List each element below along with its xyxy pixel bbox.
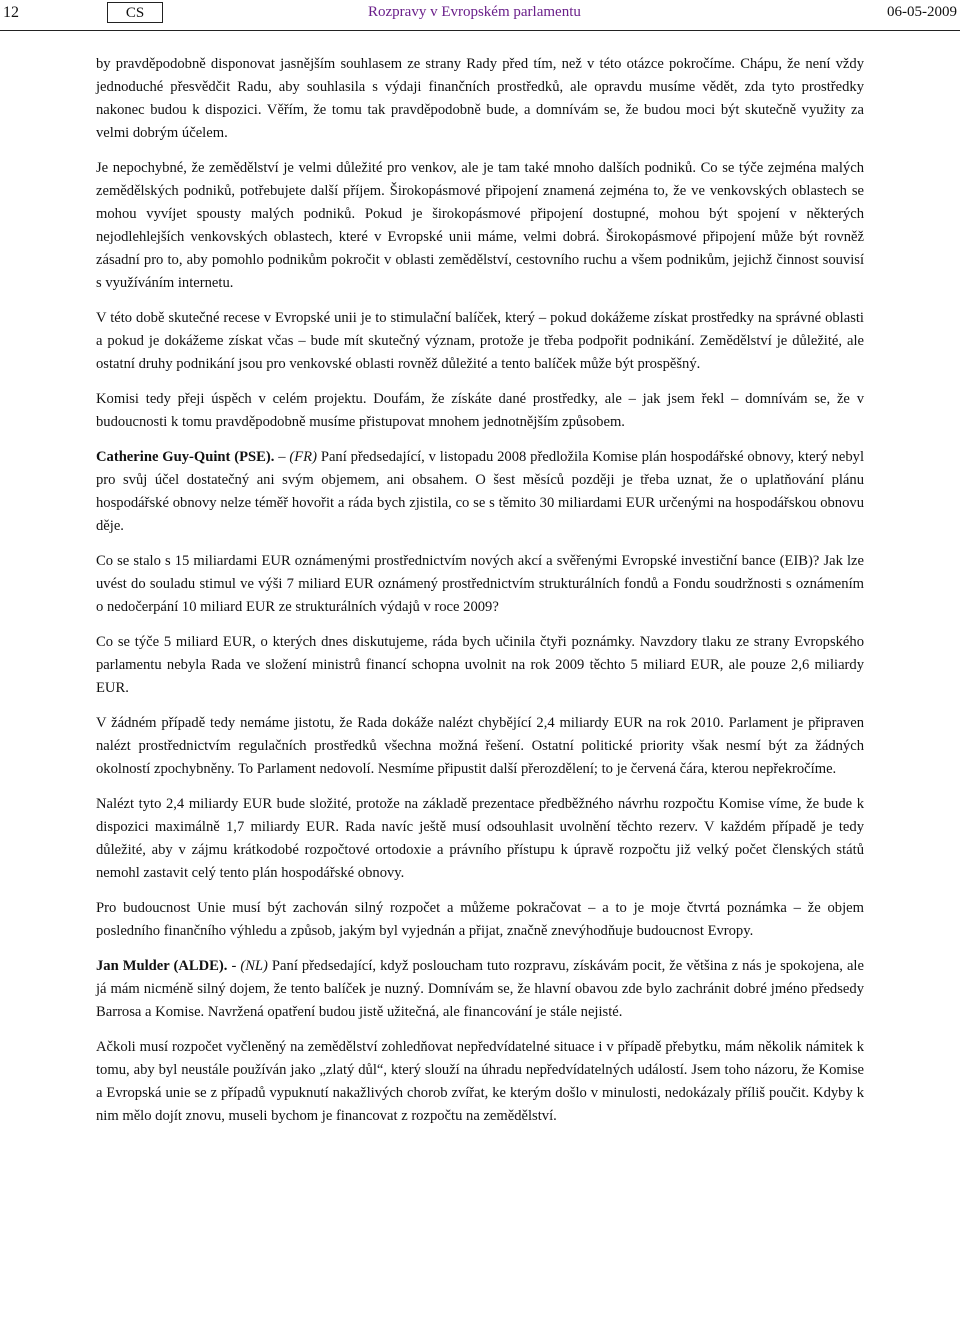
paragraph [96,550,864,619]
paragraph [96,307,864,376]
paragraph [96,1036,864,1128]
paragraph-text: Paní předsedající, v listopadu 2008 předložila Komise plán hospodářské obnovy, který nebyl pro svůj účel dostatečný ani svým objemem, ani obsahem. O šest měsíců později je třeba uznat, že o uplatňování plánu hospodářské obnovy nelze téměř hovořit a ráda bych zjistila, co se s těmito 30 miliardami EUR určenými na hospodářskou obnovu děje. [96,449,865,534]
publication-date: 06-05-2009 [887,4,957,20]
paragraph [96,897,864,943]
paragraph [96,157,864,295]
paragraph [96,631,864,700]
paragraph [96,793,864,885]
speaker-paragraph [96,446,864,538]
publication-title: Rozpravy v Evropském parlamentu [368,4,581,20]
speaker-separator: – [274,449,290,465]
paragraph [96,712,864,781]
language-tag: (FR) [289,449,317,465]
paragraph-text: Co se týče 5 miliard EUR, o kterých dnes diskutujeme, ráda bych učinila čtyři poznámky. Navzdory tlaku ze strany Evropského parlamentu nebyla Rada ve složení ministrů financí schopna uvolnit na rok 2009 těchto 5 miliard EUR, ale pouze 2,6 miliardy EUR. [96,634,864,696]
paragraph-text: Pro budoucnost Unie musí být zachován silný rozpočet a můžeme pokračovat – a to je moje čtvrtá poznámka – že objem posledního finančního výhledu a způsob, jakým byl vyjednán a přijat, značně znevýhodňuje budoucnost Evropy. [96,900,864,939]
header-divider [0,30,960,31]
speaker-paragraph [96,955,864,1024]
paragraph [96,388,864,434]
paragraph-text: Komisi tedy přeji úspěch v celém projektu. Doufám, že získáte dané prostředky, ale – jak jsem řekl – domnívám se, že v budoucnosti k tomu pravděpodobně musíme přistupovat mnohem jednotnějším způsobem. [96,391,864,430]
paragraph-text: Paní předsedající, když posloucham tuto rozpravu, získávám pocit, že většina z nás je spokojena, ale já mám nicméně silný dojem, že tento balíček je nuzný. Domnívám se, že hlavní obavou zde bylo zachránit dobré jméno předsedy Barrosa a Komise. Navržená opatření budou jistě užitečná, ale financování je stále nejisté. [96,958,864,1020]
page-header [0,0,960,30]
paragraph-text: Je nepochybné, že zemědělství je velmi důležité pro venkov, ale je tam také mnoho dalších podniků. Co se týče zejména malých zemědělských podniků, potřebujete další příjem. Širokopásmové připojení znamená zejména to, že ve venkovských oblastech se mohou vyvíjet spousty malých podniků. Pokud je širokopásmové připojení dostupné, mohou být spojení v některých nejodlehlejších venkovských oblastech, které v Evropské unii máme, velmi dobrá. Širokopásmové připojení může být rovněž zásadní pro to, aby pomohlo podnikům pokročit v oblasti zemědělství, cestovního ruchu a všem podnikům, jejichž činnost souvisí s využíváním internetu. [96,160,864,291]
document-body [96,53,864,1140]
speaker-name: Catherine Guy-Quint (PSE). [96,449,275,465]
paragraph-text: Nalézt tyto 2,4 miliardy EUR bude složité, protože na základě prezentace předběžného návrhu rozpočtu Komise víme, že bude k dispozici maximálně 1,7 miliardy EUR. Rada navíc ještě musí odsouhlasit uvolnění těchto rezerv. V každém případě je tedy důležité, aby v zájmu krátkodobé rozpočtové ortodoxie a právního přístupu k úpravě rozpočtu již velký počet členských států nemohl zastavit celý tento plán hospodářské obnovy. [96,796,864,881]
language-tag: (NL) [240,958,268,974]
paragraph-text: Ačkoli musí rozpočet vyčleněný na zemědělství zohledňovat nepředvídatelné situace i v případě přebytku, mám několik námitek k tomu, aby byl neustále používán jako „zlatý důl“, který slouží na úhradu nepředvídatelných událostí. Jsem toho názoru, že Komise a Evropská unie se z případů vypuknutí nakažlivých chorob zvířat, ke kterým došlo v minulosti, nedokázaly příliš poučit. Kdyby k nim mělo dojít znovu, museli bychom je financovat z rozpočtu na zemědělství. [96,1039,864,1124]
speaker-name: Jan Mulder (ALDE). [96,958,228,974]
paragraph-text: V žádném případě tedy nemáme jistotu, že Rada dokáže nalézt chybějící 2,4 miliardy EUR na rok 2010. Parlament je připraven nalézt prostřednictvím regulačních prostředků všechna možná řešení. Ostatní politické priority však nesmí být za žádných okolností zpochybněny. To Parlament nedovolí. Nesmíme připustit další přerozdělení; to je červená čára, kterou nepřekročíme. [96,715,864,777]
speaker-separator: - [227,958,241,974]
paragraph-text: by pravděpodobně disponovat jasnějším souhlasem ze strany Rady před tím, než v této otázce pokročíme. Chápu, že není vždy jednoduché přesvědčit Radu, aby souhlasila s výdaji finančních prostředků, ale opravdu musíme vědět, zda tyto prostředky nakonec budou k dispozici. Věřím, že tomu tak pravděpodobně bude, a domnívám se, že budou moci být skutečně využity za velmi dobrým účelem. [96,56,864,141]
language-badge: CS [107,2,163,23]
paragraph [96,53,864,145]
paragraph-text: Co se stalo s 15 miliardami EUR oznámenými prostřednictvím nových akcí a svěřenými Evropské investiční bance (EIB)? Jak lze uvést do souladu stimul ve výši 7 miliard EUR oznámený prostřednictvím strukturálních fondů a Fondu soudržnosti s oznámením o nedočerpání 10 miliard EUR ze strukturálních výdajů v roce 2009? [96,553,864,615]
paragraph-text: V této době skutečné recese v Evropské unii je to stimulační balíček, který – pokud dokážeme získat prostředky na správné oblasti a pokud je dokážeme získat včas – bude mít skutečný význam, protože je třeba podpořit podnikání. Zemědělství je důležité, ale ostatní druhy podnikání jsou pro venkovské oblasti rovněž důležité a tento balíček může být prospěšný. [96,310,864,372]
page-number: 12 [3,4,19,21]
